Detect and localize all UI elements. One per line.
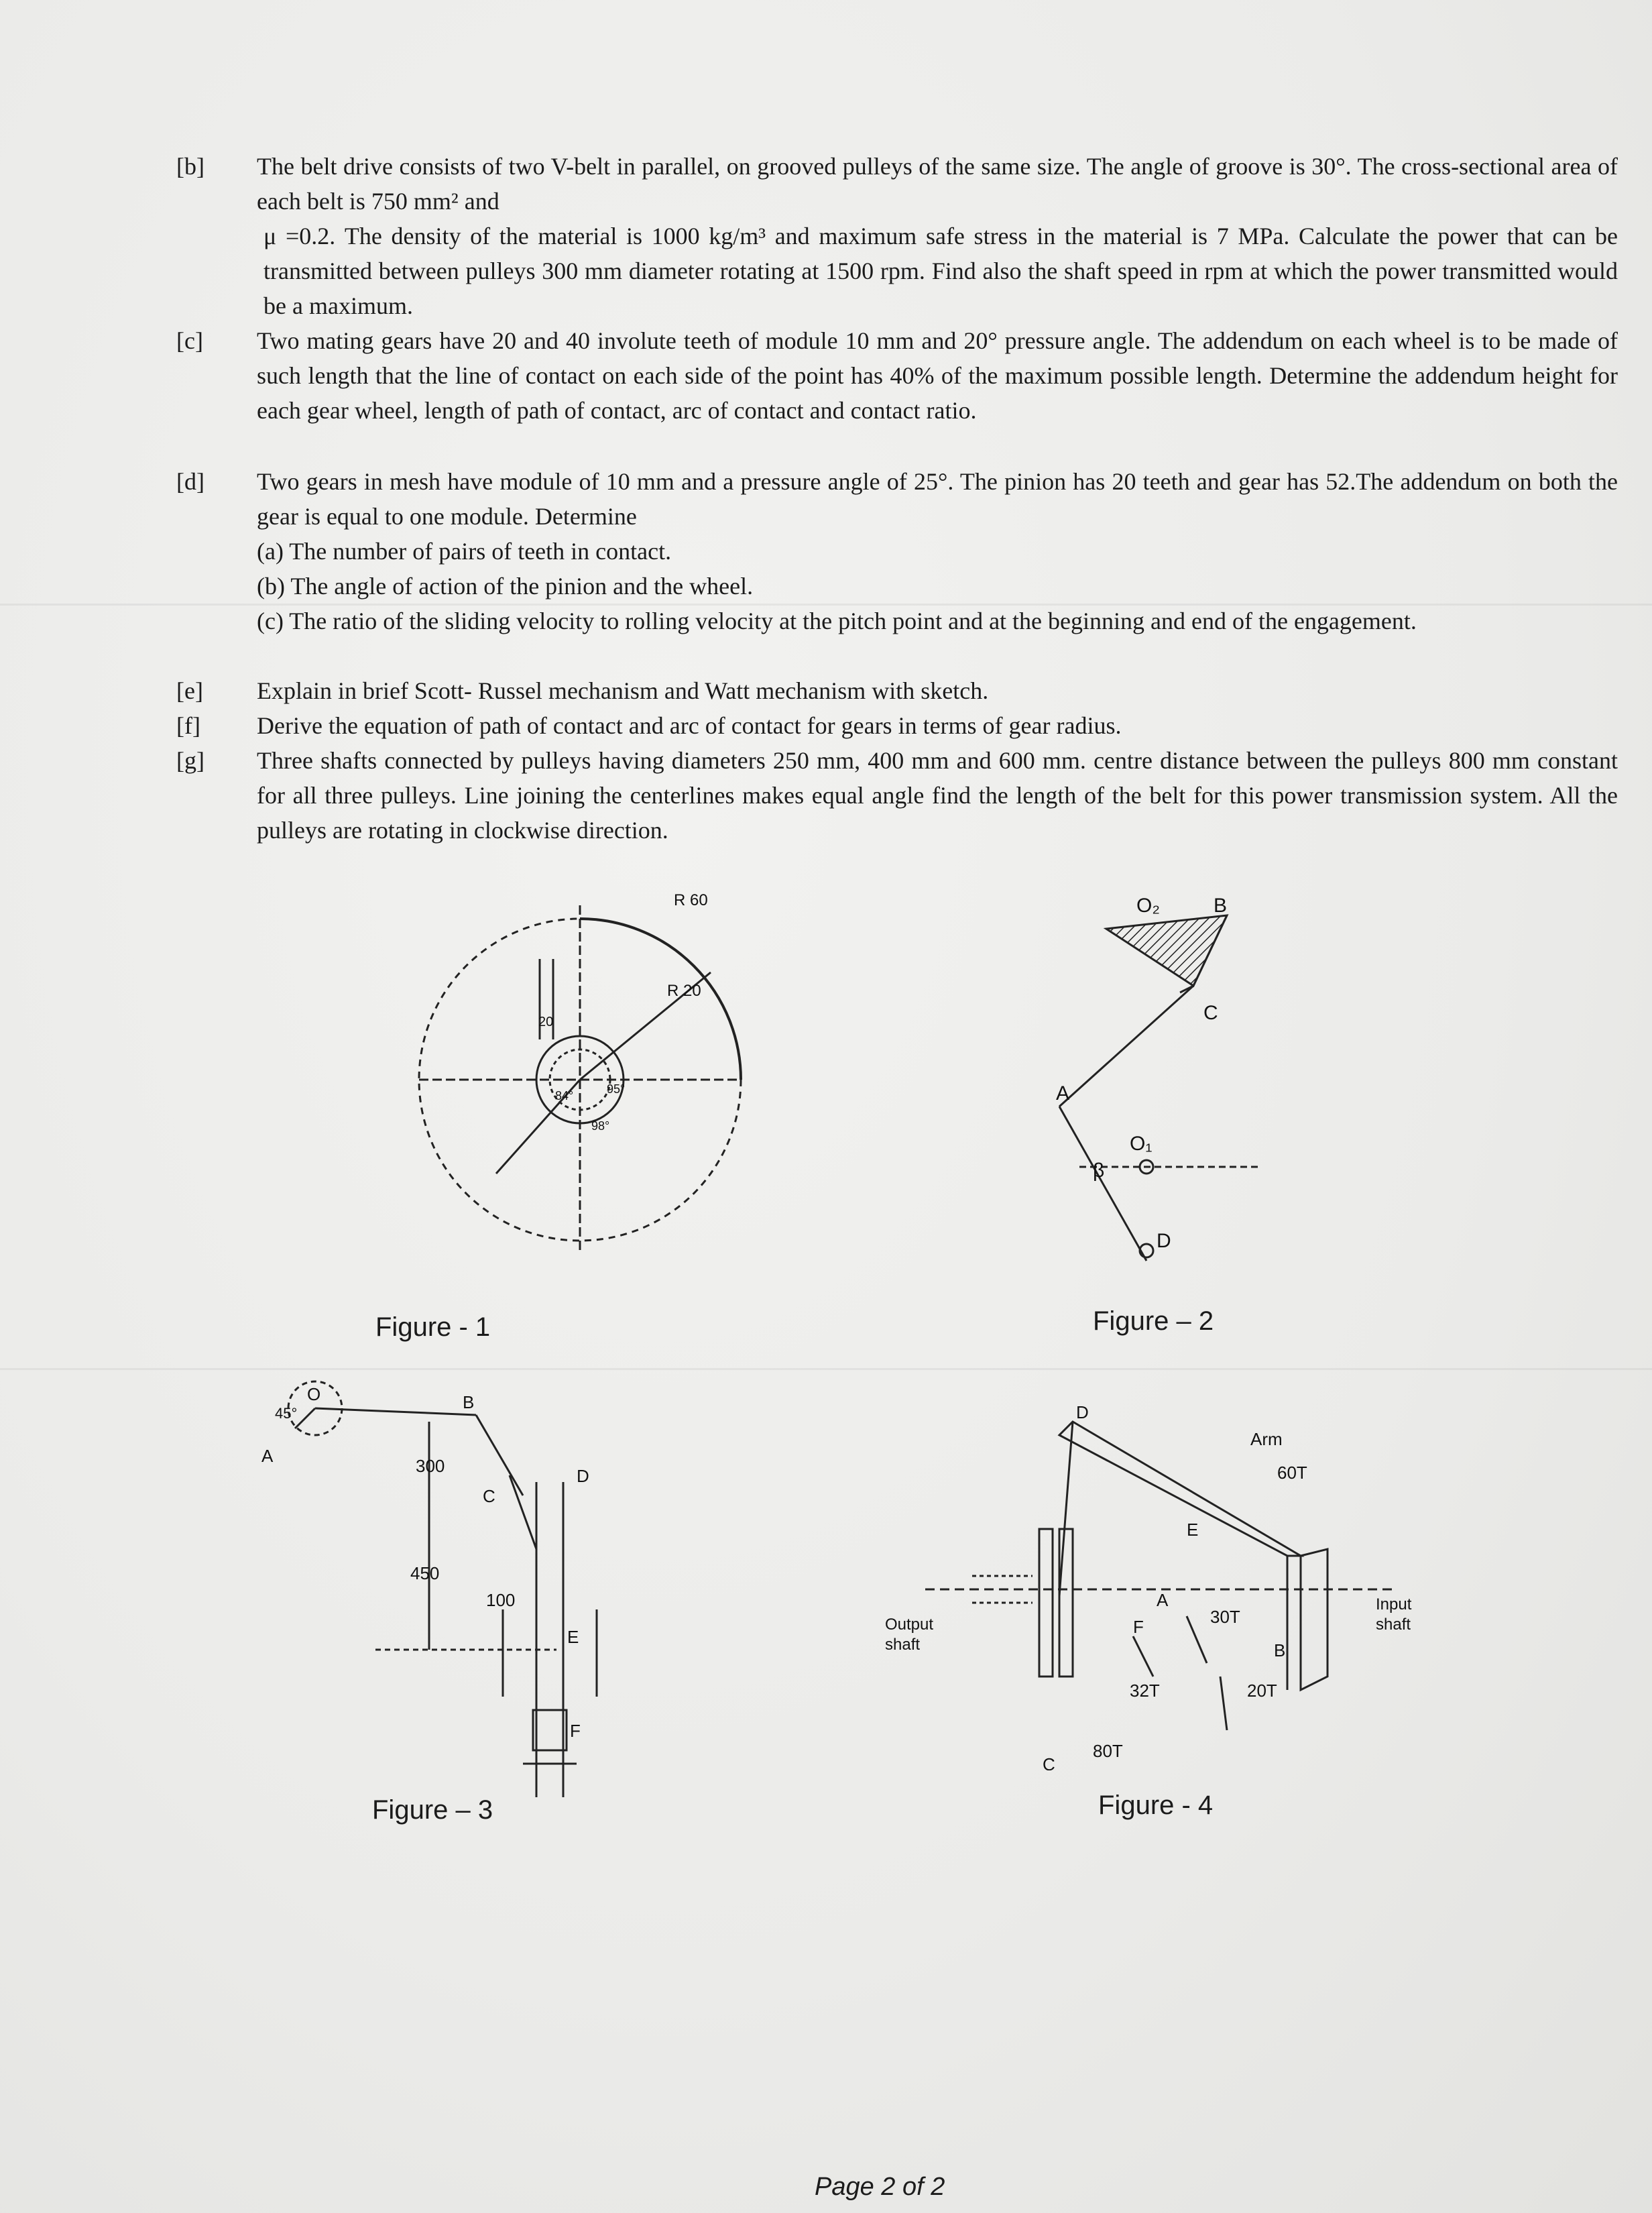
question-d bbox=[176, 464, 1618, 638]
figure-4-gear-train-diagram bbox=[872, 1395, 1435, 1770]
fig1-84: 84° bbox=[555, 1089, 574, 1102]
question-f bbox=[176, 708, 1618, 743]
fig4-60t: 60T bbox=[1277, 1463, 1307, 1483]
question-subitem: (a) The number of pairs of teeth in contact. bbox=[257, 538, 672, 565]
question-subitem: (c) The ratio of the sliding velocity to rolling velocity at the pitch point and at the beginning and end of the engagement. bbox=[257, 608, 1417, 634]
page-footer: Page 2 of 2 bbox=[815, 2173, 945, 2201]
fig4-e: E bbox=[1187, 1520, 1199, 1540]
question-b bbox=[176, 149, 1618, 323]
fig2-c: C bbox=[1203, 1002, 1218, 1024]
fig2-o1: O₁ bbox=[1130, 1133, 1153, 1155]
fig2-a: A bbox=[1056, 1082, 1070, 1104]
fig4-20t: 20T bbox=[1247, 1681, 1277, 1701]
question-label: [c] bbox=[176, 327, 203, 354]
fig3-450: 450 bbox=[410, 1563, 440, 1583]
fig3-300: 300 bbox=[416, 1456, 445, 1476]
figure-3-mechanism-diagram bbox=[255, 1348, 644, 1804]
fig4-arm: Arm bbox=[1250, 1429, 1283, 1449]
fig3-a: A bbox=[261, 1446, 274, 1466]
fig4-f: F bbox=[1133, 1617, 1144, 1637]
fig4-d: D bbox=[1076, 1402, 1089, 1422]
fig4-30t: 30T bbox=[1210, 1607, 1240, 1627]
fig3-100: 100 bbox=[486, 1590, 516, 1610]
fig3-e: E bbox=[567, 1627, 579, 1647]
fig3-b: B bbox=[463, 1392, 475, 1412]
fig4-input-shaft: shaft bbox=[1376, 1615, 1411, 1634]
question-label: [d] bbox=[176, 468, 204, 495]
question-label: [g] bbox=[176, 747, 204, 774]
fig4-output-shaft: shaft bbox=[885, 1636, 921, 1654]
fig4-a: A bbox=[1157, 1590, 1169, 1610]
figure-1-caption: Figure - 1 bbox=[375, 1312, 491, 1342]
question-label: [f] bbox=[176, 712, 200, 739]
question-e bbox=[176, 673, 1618, 708]
fig4-input: Input bbox=[1376, 1595, 1412, 1613]
fig4-output: Output bbox=[885, 1615, 934, 1634]
fig2-beta: β bbox=[1093, 1159, 1105, 1182]
question-text: μ =0.2. The density of the material is 1000 kg/m³ and maximum safe stress in the material is 7 MPa. Calculate the power that can be transmitted between pulleys 300 mm diameter rotating at 1500 rpm. Find also the shaft speed in rpm at which the power transmitted would be a maximum. bbox=[263, 223, 1618, 319]
question-text: Two mating gears have 20 and 40 involute teeth of module 10 mm and 20° pressure angle. The addendum on each wheel is to be made of such length that the line of contact on each side of the point has 40% of the maximum possible length. Determine the addendum height for each gear wheel, length of path of contact, arc of contact and contact ratio. bbox=[257, 327, 1618, 424]
question-text: Two gears in mesh have module of 10 mm and a pressure angle of 25°. The pinion has 20 teeth and gear has 52.The addendum on both the gear is equal to one module. Determine bbox=[257, 468, 1618, 530]
fig2-o2: O₂ bbox=[1136, 895, 1160, 917]
question-g bbox=[176, 743, 1618, 848]
fig1-r20: R 20 bbox=[667, 982, 701, 1000]
question-text: Three shafts connected by pulleys having diameters 250 mm, 400 mm and 600 mm. centre distance between the pulleys 800 mm constant for all three pulleys. Line joining the centerlines makes equal angle find the length of the belt for this power transmission system. All the pulleys are rotating in clockwise direction. bbox=[257, 747, 1618, 844]
figure-1-cam-diagram bbox=[416, 878, 791, 1294]
fig4-80t: 80T bbox=[1093, 1741, 1123, 1761]
question-c bbox=[176, 323, 1618, 428]
question-text: Derive the equation of path of contact and arc of contact for gears in terms of gear radius. bbox=[257, 712, 1122, 739]
question-label: [e] bbox=[176, 677, 203, 704]
fig1-95: 95° bbox=[607, 1082, 626, 1096]
fig1-98: 98° bbox=[591, 1119, 610, 1133]
paper-fold bbox=[0, 1368, 1652, 1370]
fig3-d: D bbox=[577, 1466, 589, 1486]
fig3-c: C bbox=[483, 1486, 495, 1506]
fig2-b: B bbox=[1214, 895, 1228, 917]
fig3-45: 45° bbox=[275, 1405, 298, 1422]
fig2-d: D bbox=[1157, 1230, 1171, 1252]
fig4-b: B bbox=[1274, 1640, 1286, 1660]
figure-3-caption: Figure – 3 bbox=[372, 1795, 493, 1825]
figure-4-caption: Figure - 4 bbox=[1098, 1791, 1214, 1820]
fig3-o: O bbox=[307, 1384, 321, 1404]
fig4-32t: 32T bbox=[1130, 1681, 1160, 1701]
fig4-c: C bbox=[1043, 1754, 1055, 1770]
question-text: The belt drive consists of two V-belt in parallel, on grooved pulleys of the same size. The angle of groove is 30°. The cross-sectional area of each belt is 750 mm² and bbox=[257, 153, 1618, 215]
question-label: [b] bbox=[176, 153, 204, 180]
fig1-r60: R 60 bbox=[674, 891, 708, 909]
figure-2-linkage-diagram bbox=[1032, 885, 1314, 1274]
fig3-f: F bbox=[570, 1721, 581, 1741]
figure-2-caption: Figure – 2 bbox=[1093, 1306, 1214, 1336]
question-text: Explain in brief Scott- Russel mechanism and Watt mechanism with sketch. bbox=[257, 677, 989, 704]
fig1-20: 20 bbox=[538, 1015, 554, 1029]
question-subitem: (b) The angle of action of the pinion and the wheel. bbox=[257, 573, 754, 600]
